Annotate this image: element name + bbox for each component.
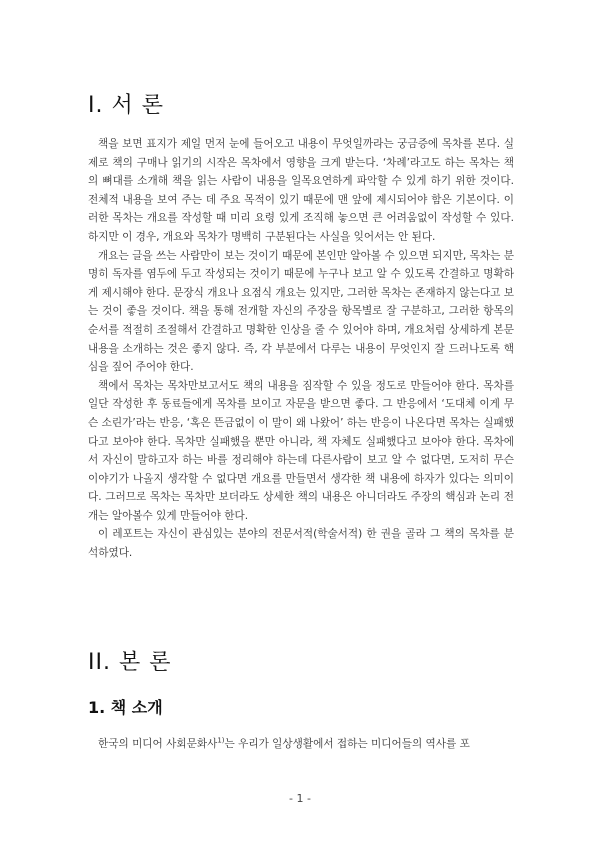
page-number: - 1 - — [289, 792, 311, 805]
section-heading-introduction: I. 서 론 — [88, 93, 164, 118]
section-heading-main-body: II. 본 론 — [88, 650, 172, 675]
book-intro-body — [88, 735, 514, 754]
footnote-marker[interactable]: 1) — [217, 736, 225, 745]
intro-paragraph-1: 책을 보면 표지가 제일 먼저 눈에 들어오고 내용이 무엇일까라는 궁금증에 목차를 본다. 실제로 책의 구매나 읽기의 시작은 목차에서 영향을 크게 받는다. ‘차례’라고도 하는 목차는 책의 뼈대를 소개해 책을 읽는 사람이 내용을 일목요연하게 파악할 수 있게 하기 위한 것이다. 전체적 내용을 보여 주는 데 주요 목적이 있기 때문에 맨 앞에 제시되어야 함은 기본이다. 이러한 목차는 개요를 작성할 때 미리 요령 있게 조직해 놓으면 큰 어려움없이 작성할 수 있다. 하지만 이 경우, 개요와 목차가 명백히 구분된다는 사실을 잊어서는 안 된다. — [88, 138, 514, 243]
intro-paragraph-4: 이 레포트는 자신이 관심있는 분야의 전문서적(학술서적) 한 권을 골라 그 책의 목차를 분석하였다. — [88, 528, 514, 560]
introduction-body — [88, 135, 514, 563]
book-intro-text-after: 는 우리가 일상생활에서 접하는 미디어들의 역사를 포 — [224, 738, 470, 750]
book-intro-paragraph — [88, 735, 514, 754]
intro-paragraph-2: 개요는 글을 쓰는 사람만이 보는 것이기 때문에 본인만 알아볼 수 있으면 되지만, 목차는 분명히 독자를 염두에 두고 작성되는 것이기 때문에 누구나 보고 알 수 있도록 간결하고 명확하게 제시해야 한다. 문장식 개요나 요점식 개요는 있지만, 그러한 목차는 존재하지 않는다고 보는 것이 좋을 것이다. 책을 통해 전개할 자신의 주장을 항목별로 잘 구분하고, 그러한 항목의 순서를 적절히 조절해서 간결하고 명확한 인상을 줄 수 있어야 하며, 개요처럼 상세하게 본문 내용을 소개하는 것은 좋지 않다. 즉, 각 부분에서 다루는 내용이 무엇인지 잘 드러나도록 핵심을 짚어 주어야 한다. — [88, 249, 514, 374]
subsection-heading-book-intro: 1. 책 소개 — [88, 698, 163, 717]
intro-paragraph-3: 책에서 목차는 목차만보고서도 책의 내용을 짐작할 수 있을 정도로 만들어야 한다. 목차를 일단 작성한 후 동료들에게 목차를 보이고 자문을 받으면 좋다. 그 반응에서 ‘도대체 이게 무슨 소린가’라는 반응, ‘혹은 뜬금없이 이 말이 왜 나왔어’ 하는 반응이 나온다면 목차는 실패했다고 보아야 한다. 목차만 실패했을 뿐만 아니라, 책 자체도 실패했다고 보아야 한다. 목차에서 자신이 말하고자 하는 바를 정리해야 하는데 다른사람이 보고 알 수 없다면, 도저히 무슨 이야기가 나올지 생각할 수 없다면 개요를 만들면서 생각한 책 내용에 하자가 있다는 의미이다. 그러므로 목차는 목차만 보더라도 상세한 책의 내용은 아니더라도 주장의 핵심과 논리 전개는 알아볼수 있게 만들어야 한다. — [88, 379, 514, 522]
book-intro-text-before: 한국의 미디어 사회문화사 — [98, 738, 218, 750]
